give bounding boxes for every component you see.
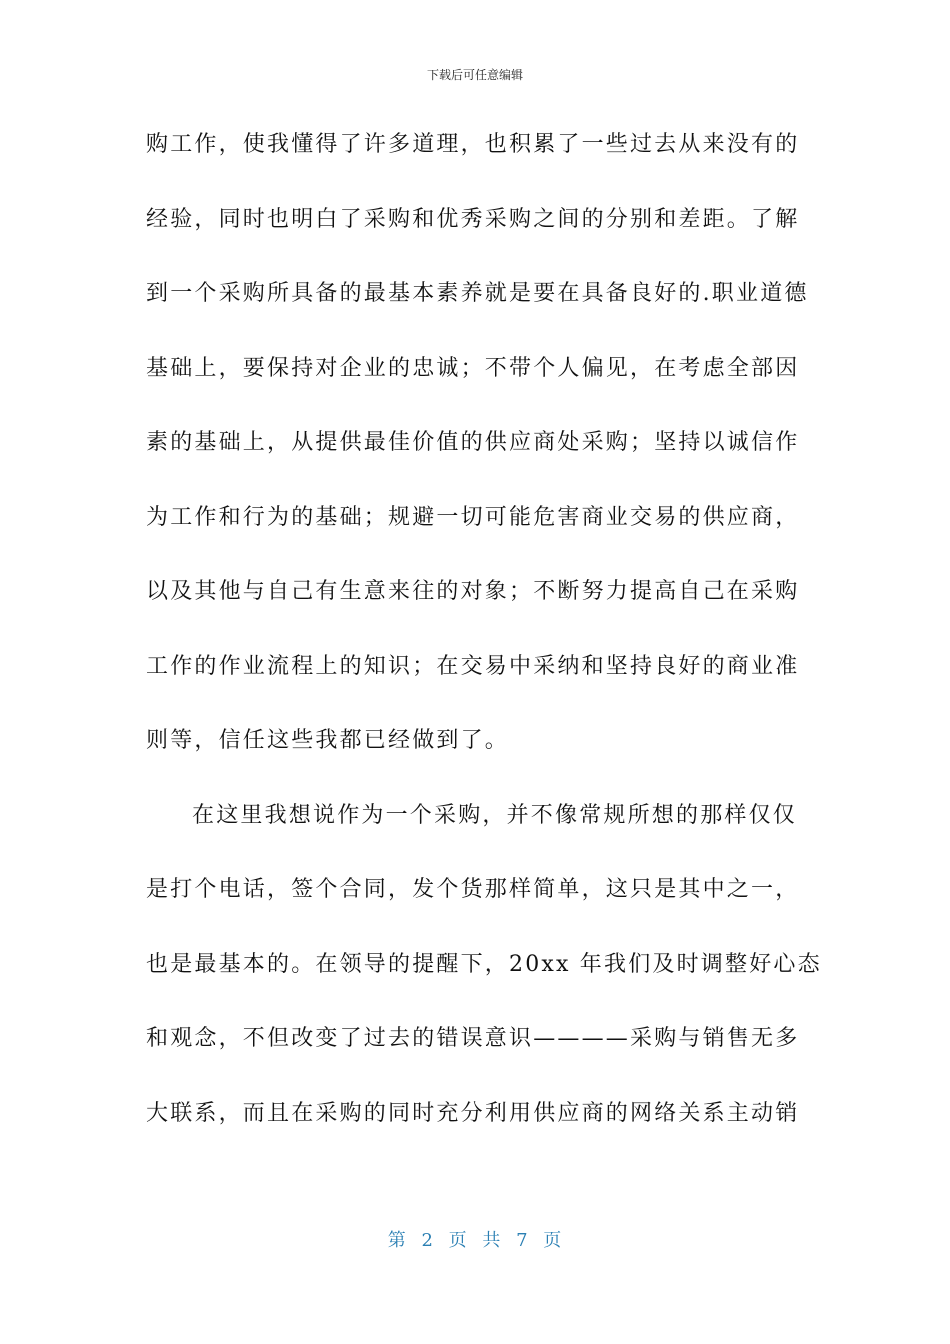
page-number: 第 2 页 共 7 页 bbox=[387, 1230, 563, 1251]
text-line: 基础上，要保持对企业的忠诚；不带个人偏见，在考虑全部因 bbox=[146, 355, 800, 381]
text-line: 购工作，使我懂得了许多道理，也积累了一些过去从来没有的 bbox=[146, 132, 800, 157]
header-note: 下载后可任意编辑 bbox=[426, 68, 523, 82]
text-line: 工作的作业流程上的知识；在交易中采纳和坚持良好的商业准 bbox=[146, 653, 800, 679]
text-line: 大联系，而且在采购的同时充分利用供应商的网络关系主动销 bbox=[146, 1100, 800, 1126]
paragraph-start-line: 在这里我想说作为一个采购，并不像常规所想的那样仅仅 bbox=[192, 802, 798, 828]
document-body bbox=[146, 120, 822, 1163]
text-line: 以及其他与自己有生意来往的对象；不断努力提高自己在采购 bbox=[146, 579, 800, 604]
text-line: 到一个采购所具备的最基本素养就是要在具备良好的.职业道德 bbox=[146, 281, 809, 306]
text-line: 则等，信任这些我都已经做到了。 bbox=[146, 728, 510, 753]
text-line: 经验，同时也明白了采购和优秀采购之间的分别和差距。了解 bbox=[146, 206, 800, 232]
text-line: 素的基础上，从提供最佳价值的供应商处采购；坚持以诚信作 bbox=[146, 430, 800, 455]
text-line: 也是最基本的。在领导的提醒下，20xx 年我们及时调整好心态 bbox=[146, 951, 822, 977]
text-line: 是打个电话，签个合同，发个货那样简单，这只是其中之一， bbox=[146, 877, 800, 902]
text-line: 为工作和行为的基础；规避一切可能危害商业交易的供应商， bbox=[146, 504, 800, 530]
text-line: 和观念，不但改变了过去的错误意识————采购与销售无多 bbox=[146, 1026, 800, 1051]
